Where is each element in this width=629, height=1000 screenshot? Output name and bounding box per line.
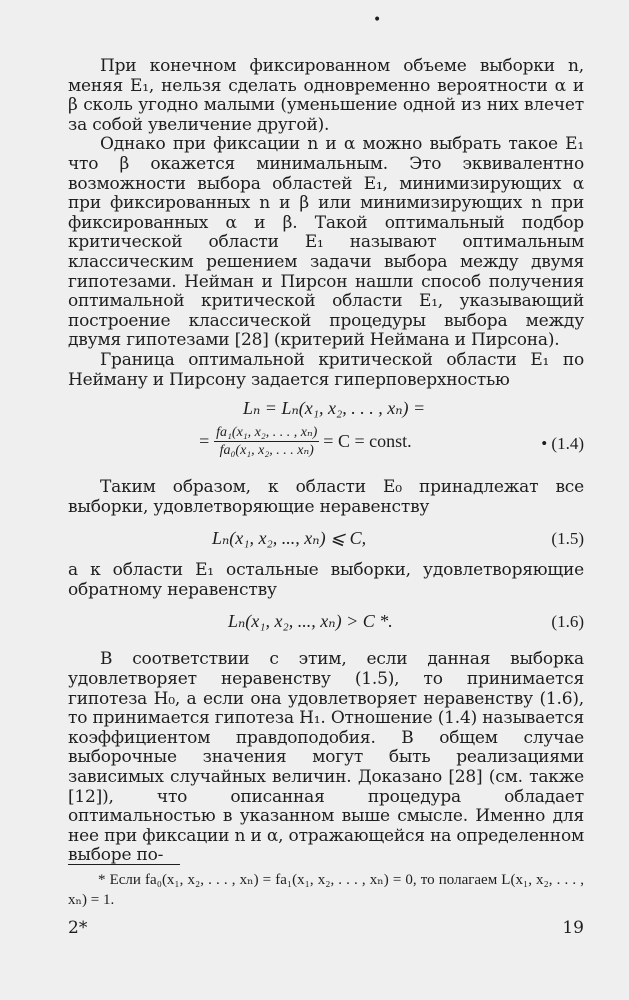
paragraph-6: В соответствии с этим, если данная выборка удовлетворяет неравенству (1.5), то принимается гипотеза H₀, а если она удовлетворяет неравенству (1.6), то принимается гипотеза H₁. Отношение (1.4) называется коэффициентом правдоподобия. В общем случае выборочные значения могут быть реализациями зависимых случайных величин. Доказано [28] (см. также [12]), что описанная процедура обладает оптимальностью в указанном выше смысле. Именно для нее при фиксации n и α, отражающейся на определенном выборе по- (68, 649, 584, 866)
paragraph-3: Граница оптимальной критической области E₁ по Нейману и Пирсону задается гиперповерхностью (68, 349, 584, 390)
equation-1-6-number: (1.6) (551, 612, 584, 632)
equation-1-5-body: Lₙ(x₁, x₂, ..., xₙ) ⩽ C, (212, 528, 367, 549)
paragraph-5: а к области E₁ остальные выборки, удовлетворяющие обратному неравенству (68, 560, 584, 600)
footnote: * Если fa₀(x₁, x₂, . . . , xₙ) = fa₁(x₁, x₂, . . . , xₙ) = 0, то полагаем L(x₁, x₂, . . . , xₙ) = 1. (68, 872, 584, 908)
equation-1-4-fraction (214, 424, 319, 459)
equation-1-4 (68, 390, 584, 474)
page-body (68, 57, 584, 866)
equation-1-5 (68, 517, 584, 561)
page-number: 19 (562, 918, 584, 938)
paragraph-4: Таким образом, к области E₀ принадлежат все выборки, удовлетворяющие неравенству (68, 477, 584, 517)
equation-1-4-denominator: fa₀(x₁, x₂, . . . xₙ) (219, 443, 314, 459)
paragraph-2: Однако при фиксации n и α можно выбрать такое E₁ что β окажется минимальным. Это эквивалентно возможности выбора областей E₁, минимизирующих α при фиксированных n и β или минимизирующих n при фиксированных α и β. Такой оптимальный подбор критической области E₁ называют оптимальным классическим решением задачи выбора между двумя гипотезами. Нейман и Пирсон нашли способ получения оптимальной критической области E₁, указывающий построение классической процедуры выбора между двумя гипотезами [28] (критерий Неймана и Пирсона). (68, 134, 584, 351)
equation-1-4-numerator: fa₁(x₁, x₂, . . . , xₙ) (216, 425, 318, 441)
paragraph-1: При конечном фиксированном объеме выборки n, меняя E₁, нельзя сделать одновременно вероятности α и β сколь угодно малыми (уменьшение одной из них влечет за собой увеличение другой). (68, 56, 584, 135)
footnote-rule (68, 864, 180, 865)
equation-1-4-number: • (1.4) (541, 434, 584, 454)
top-mark: • (373, 12, 382, 28)
equation-1-4-rhs: = C = const. (323, 431, 412, 452)
signature-mark: 2* (68, 918, 88, 938)
equation-1-4-equals: = (198, 431, 211, 452)
equation-1-6 (68, 600, 584, 644)
equation-1-4-line1: Lₙ = Lₙ(x₁, x₂, . . . , xₙ) = (243, 398, 426, 419)
equation-1-6-body: Lₙ(x₁, x₂, ..., xₙ) > C *. (228, 611, 393, 632)
equation-1-5-number: (1.5) (551, 529, 584, 549)
